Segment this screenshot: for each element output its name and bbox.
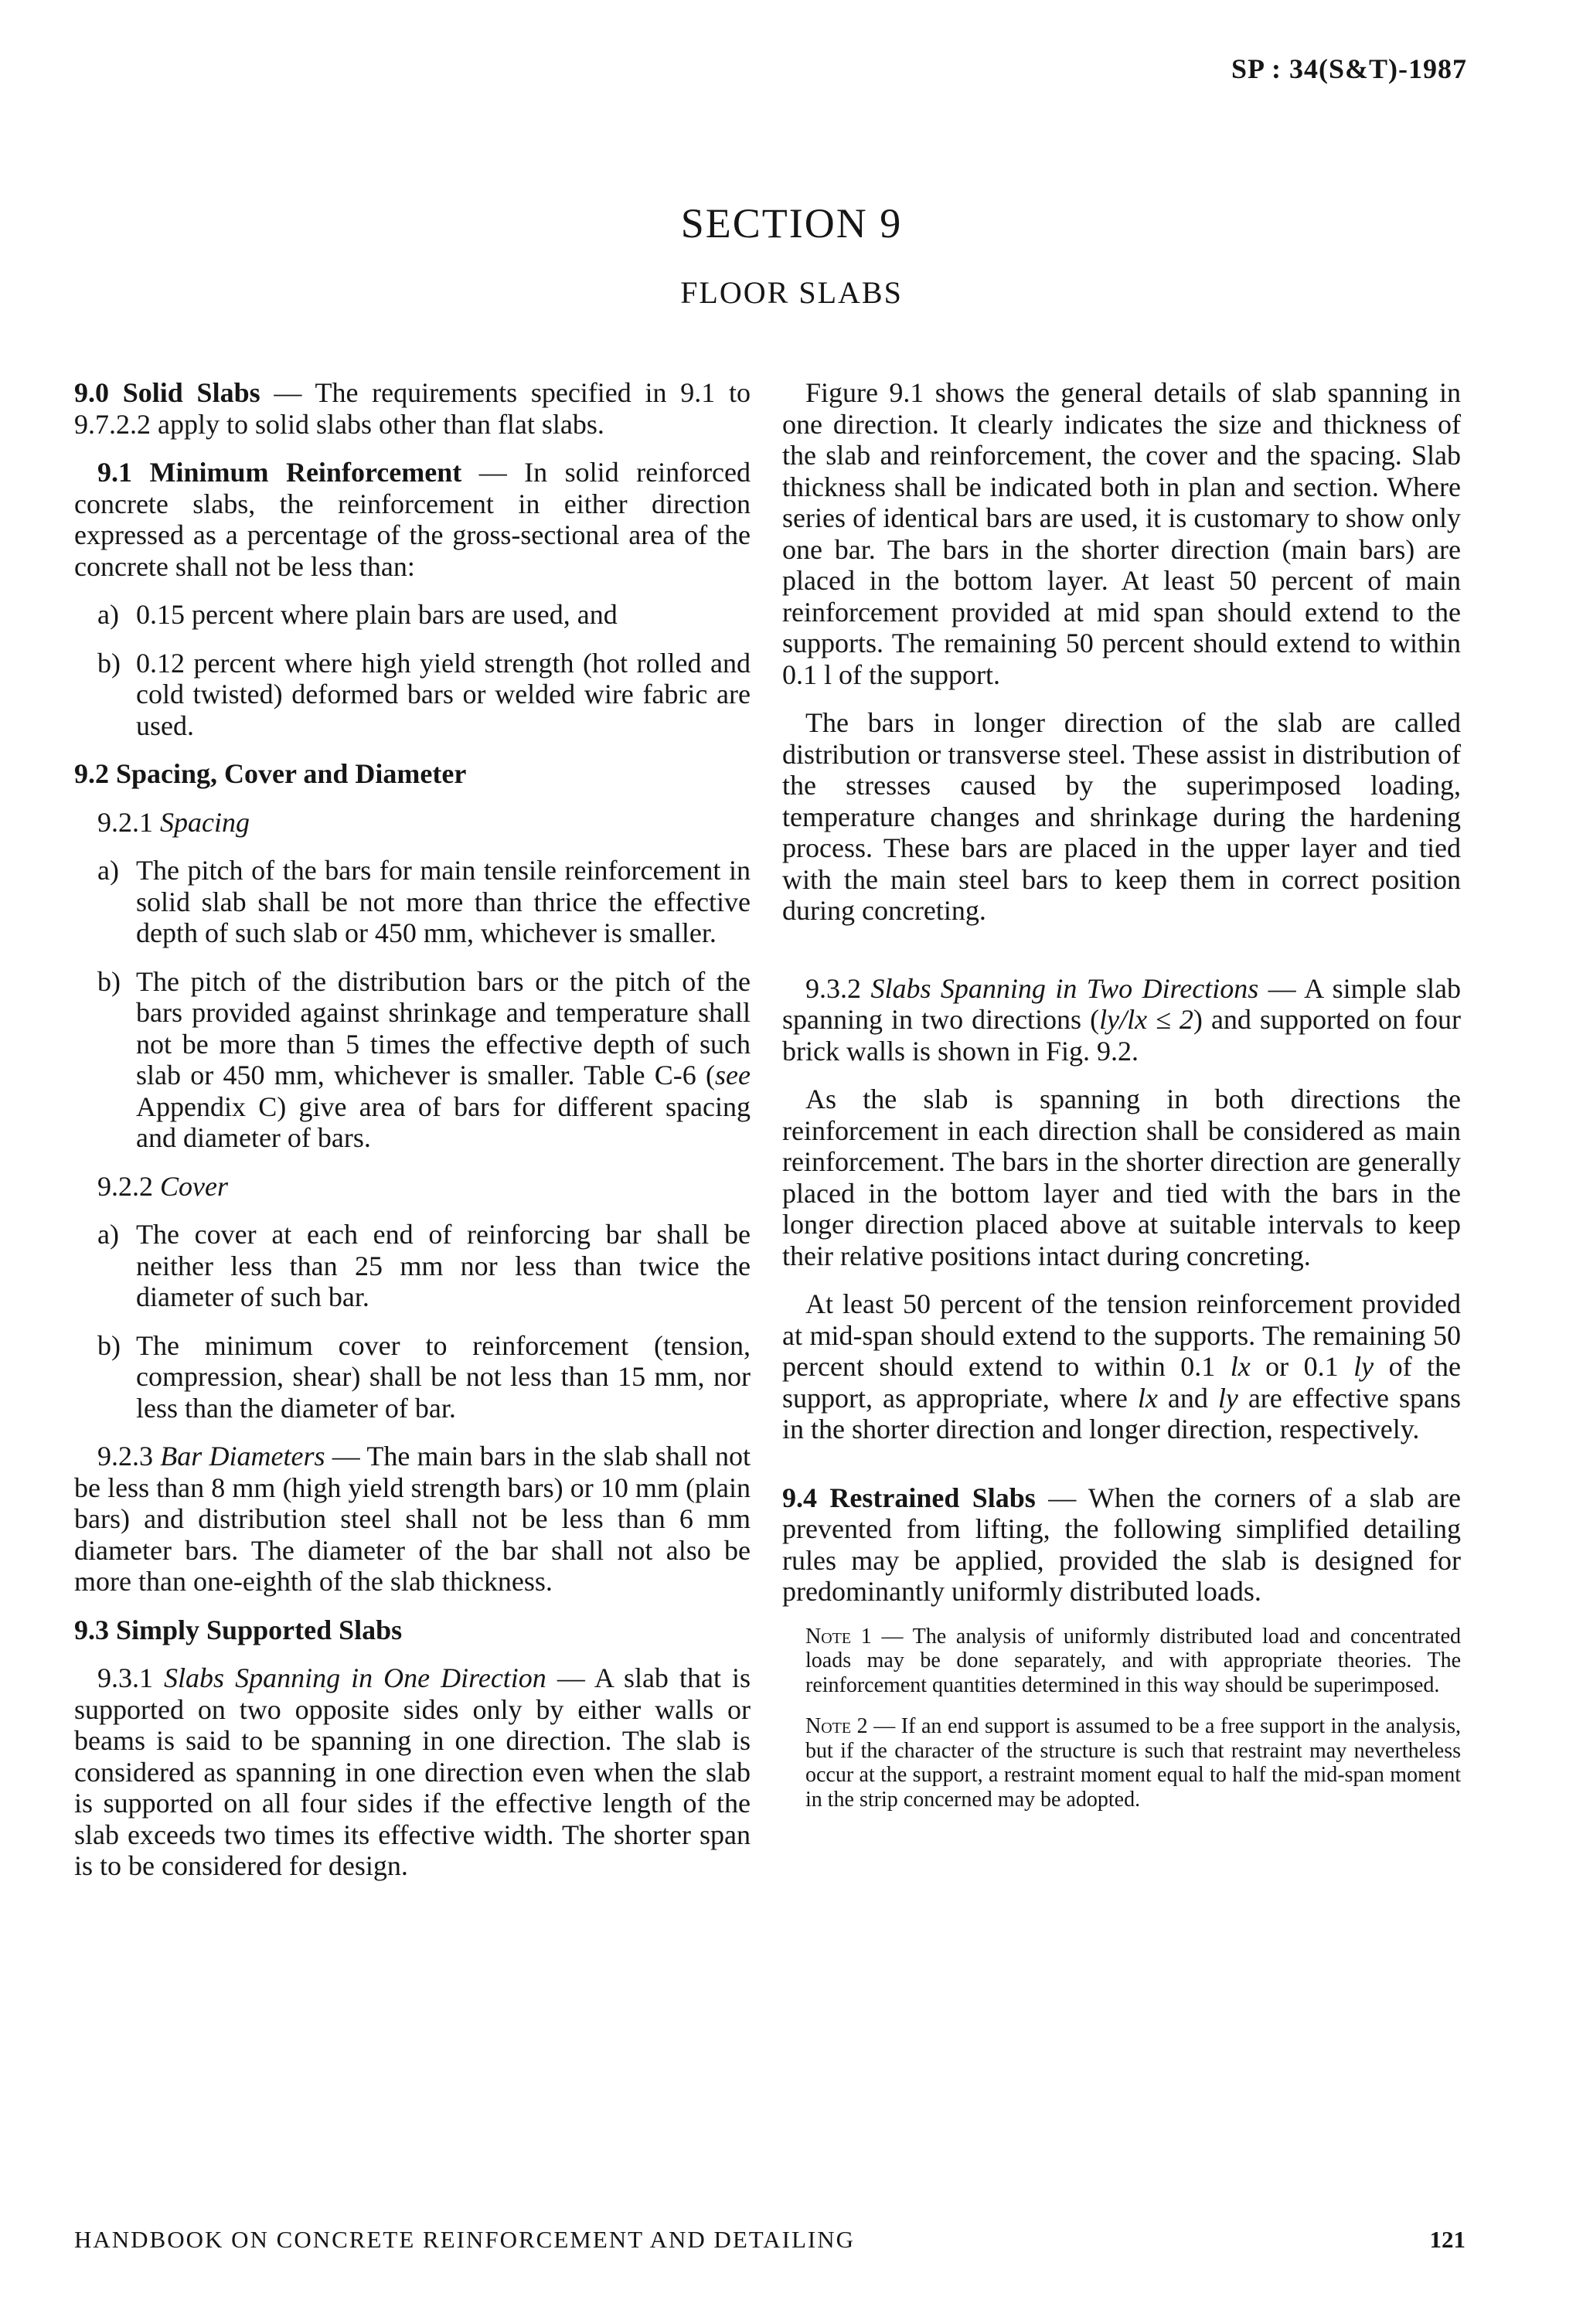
list-item xyxy=(74,648,751,742)
list-label: b) xyxy=(97,965,121,997)
list-text-part: The pitch of the distribution bars or the pitch of the bars provided against shrinkage and temperature shall not be more than 5 times the effective depth of such slab or 450 mm, whichever is smaller. Table C-6 ( xyxy=(136,965,751,1091)
section-title: SECTION 9 xyxy=(680,200,903,247)
list-text: The minimum cover to reinforcement (tension, compression, shear) shall be not less than 15 mm, nor less than the diameter of bar. xyxy=(136,1329,751,1424)
section-subtitle: FLOOR SLABS xyxy=(680,275,903,310)
see-reference: see xyxy=(715,1060,751,1091)
list-item xyxy=(74,855,751,949)
note-1 xyxy=(782,1625,1461,1698)
clause-number: 9.3.1 xyxy=(97,1662,153,1693)
text-part: At least 50 percent of the tension reinforcement provided at mid-span should extend to the supports. The remaining 50 percent should extend to within 0.1 xyxy=(782,1288,1461,1382)
symbol-ly: ly xyxy=(1217,1382,1238,1414)
left-column xyxy=(74,377,751,1899)
clause-number: 9.4 xyxy=(782,1482,817,1513)
clause-text: ) and supported on four brick walls is shown in Fig. 9.2. xyxy=(782,1004,1461,1067)
paragraph-9-3-2 xyxy=(782,973,1461,1067)
clause-title: Spacing xyxy=(160,806,250,838)
span-ratio: ly/lx ≤ 2 xyxy=(1099,1004,1193,1035)
list-label: a) xyxy=(97,599,119,630)
list-text: The pitch of the bars for main tensile reinforcement in solid slab shall be not more than thrice the effective depth of such slab or 450 mm, whichever is smaller. xyxy=(136,855,751,948)
paragraph-two-way: As the slab is spanning in both directions the reinforcement in each direction shall be considered as main reinforcement. The bars in the shorter direction are generally placed in the bottom layer and tied with the bars in the longer direction placed above at suitable intervals to keep their relative positions intact during concreting. xyxy=(782,1084,1461,1271)
paragraph-figure-9-1: Figure 9.1 shows the general details of slab spanning in one direction. It clearly indicates the size and thickness of the slab and reinforcement, the cover and the spacing. Slab thickness shall be indicated both in plan and section. Where series of identical bars are used, it is customary to show only one bar. The bars in the shorter direction (main bars) are placed in the bottom layer. At least 50 percent of main reinforcement provided at mid span should extend to the supports. The remaining 50 percent should extend to within 0.1 l of the support. xyxy=(782,377,1461,690)
document-code: SP : 34(S&T)-1987 xyxy=(1231,53,1467,84)
list-item xyxy=(74,1219,751,1313)
subheading-9-2-2 xyxy=(74,1171,751,1203)
clause-number: 9.3.2 xyxy=(805,972,861,1004)
note-text: — If an end support is assumed to be a free support in the analysis, but if the character of the structure is such that restraint may nevertheless occur at the support, a restraint moment equal to half the mid-span moment in the strip concerned may be adopted. xyxy=(805,1714,1461,1812)
paragraph-distribution-steel: The bars in longer direction of the slab are called distribution or transverse steel. These assist in distribution of the stresses caused by the superimposed loading, temperature changes and shrinkage during the hardening process. These bars are placed in the upper layer and tied with the main steel bars to keep them in correct position during concreting. xyxy=(782,707,1461,926)
paragraph-9-0 xyxy=(74,377,751,440)
list-text: The cover at each end of reinforcing bar shall be neither less than 25 mm nor less than twice the diameter of such bar. xyxy=(136,1219,751,1312)
clause-text: — When the corners of a slab are prevented from lifting, the following simplified detailing rules may be applied, provided the slab is designed for predominantly uniformly distributed loads. xyxy=(782,1482,1462,1607)
clause-title: Slabs Spanning in One Direction xyxy=(164,1662,546,1693)
clause-title: Slabs Spanning in Two Directions xyxy=(870,972,1259,1004)
list-item xyxy=(74,599,751,631)
note-label: Note 2 xyxy=(805,1714,868,1738)
heading-9-2: 9.2 Spacing, Cover and Diameter xyxy=(74,758,467,789)
text-part: or 0.1 xyxy=(1250,1351,1354,1382)
page-number: 121 xyxy=(1429,2226,1466,2253)
clause-number: 9.2.1 xyxy=(97,806,153,838)
list-text: 0.12 percent where high yield strength (hot rolled and cold twisted) deformed bars or welded wire fabric are used. xyxy=(136,647,751,741)
list-text xyxy=(136,966,751,1154)
symbol-lx: lx xyxy=(1137,1382,1158,1414)
clause-text: — A simple slab spanning in two directions ( xyxy=(782,972,1462,1035)
clause-number: 9.0 xyxy=(74,377,109,408)
clause-title: Bar Diameters xyxy=(160,1441,325,1472)
list-label: a) xyxy=(97,855,119,886)
clause-number: 9.2.3 xyxy=(97,1441,153,1472)
subheading-9-2-1 xyxy=(74,807,751,839)
clause-number: 9.2.2 xyxy=(97,1170,153,1202)
list-text: 0.15 percent where plain bars are used, and xyxy=(136,599,618,630)
paragraph-9-4 xyxy=(782,1482,1461,1608)
list-label: b) xyxy=(97,1329,121,1361)
list-label: b) xyxy=(97,647,121,679)
heading-9-3: 9.3 Simply Supported Slabs xyxy=(74,1614,403,1645)
clause-heading: Solid Slabs xyxy=(122,377,260,408)
paragraph-9-3-1 xyxy=(74,1662,751,1882)
clause-heading: Restrained Slabs xyxy=(829,1482,1036,1513)
paragraph-9-2-3 xyxy=(74,1441,751,1598)
footer-handbook-title: HANDBOOK ON CONCRETE REINFORCEMENT AND DETAILING xyxy=(74,2226,856,2253)
clause-heading: Minimum Reinforcement xyxy=(149,457,462,488)
right-column xyxy=(782,377,1461,1829)
clause-text: — A slab that is supported on two opposite sides only by either walls or beams is said to be spanning in one direction. The slab is considered as spanning in one direction even when the slab is supported on all four sides if the effective length of the slab exceeds two times its effective width. The shorter span is to be considered for design. xyxy=(74,1662,751,1881)
symbol-ly: ly xyxy=(1353,1351,1374,1382)
symbol-lx: lx xyxy=(1230,1351,1251,1382)
note-text: — The analysis of uniformly distributed load and concentrated loads may be done separately, and with appropriate theories. The reinforcement quantities determined in this way should be superimposed. xyxy=(805,1624,1461,1697)
clause-number: 9.1 xyxy=(97,457,132,488)
paragraph-9-1 xyxy=(74,457,751,582)
clause-text: — In solid reinforced concrete slabs, the reinforcement in either direction expressed as a percentage of the gross-sectional area of the concrete shall not be less than: xyxy=(74,457,751,582)
note-2 xyxy=(782,1714,1461,1812)
paragraph-tension-reinforcement xyxy=(782,1288,1461,1445)
clause-text: — The main bars in the slab shall not be less than 8 mm (high yield strength bars) or 10 mm (plain bars) and distribution steel shall not be less than 6 mm diameter bars. The diameter of the bar shall not also be more than one-eighth of the slab thickness. xyxy=(74,1441,751,1597)
clause-text: — The requirements specified in 9.1 to 9.7.2.2 apply to solid slabs other than flat slabs. xyxy=(74,377,751,440)
list-item xyxy=(74,966,751,1154)
text-part: of the support, as appropriate, where xyxy=(782,1351,1461,1414)
clause-title: Cover xyxy=(160,1170,228,1202)
list-item xyxy=(74,1330,751,1424)
text-part: are effective spans in the shorter direction and longer direction, respectively. xyxy=(782,1382,1461,1444)
list-label: a) xyxy=(97,1219,119,1250)
list-text-part: Appendix C) give area of bars for different spacing and diameter of bars. xyxy=(136,1091,751,1153)
text-part: and xyxy=(1157,1382,1218,1414)
note-label: Note 1 xyxy=(805,1624,872,1649)
